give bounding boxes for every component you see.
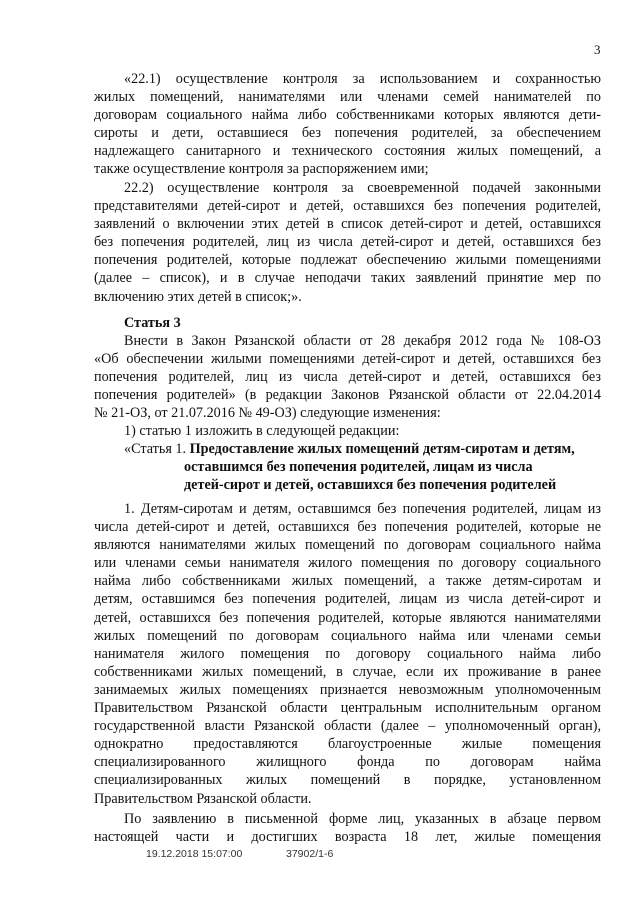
- text-line: представителями детей-сирот и детей, оставшихся без попечения родителей,: [94, 198, 601, 215]
- article-1-title-line: оставшимся без попечения родителей, лицам из числа: [184, 459, 533, 476]
- footer-doc-code: 37902/1-6: [286, 848, 334, 860]
- text-line: однократно предоставляются благоустроенные жилые помещения: [94, 736, 601, 753]
- text-line: (далее – список), и в случае неподачи таких заявлений принятие мер по: [94, 270, 601, 287]
- text-line: Внести в Закон Рязанской области от 28 декабря 2012 года № 108-ОЗ: [124, 333, 601, 349]
- text-line: попечения родителей, которые подлежат обеспечению жилыми помещениями: [94, 252, 601, 269]
- text-line: или членами семьи нанимателя жилого помещения по договору социального: [94, 555, 601, 572]
- text-line: занимаемых жилых помещениях признается невозможным уполномоченным: [94, 681, 601, 698]
- text-line: 22.2) осуществление контроля за своевременной подачей законными: [124, 180, 601, 196]
- text-line: «Об обеспечении жилыми помещениями детей-сирот и детей, оставшихся без: [94, 351, 601, 368]
- text-line: включению этих детей в список;».: [94, 288, 302, 305]
- text-line: надлежащего санитарного и технического состояния жилых помещений, а: [94, 143, 601, 160]
- text-line: без попечения родителей, лиц из числа детей-сирот и детей, оставшихся без: [94, 234, 601, 251]
- footer-timestamp: 19.12.2018 15:07:00: [146, 848, 243, 860]
- text-line: жилых помещений по договорам социального найма или членами семьи: [94, 627, 601, 644]
- text-line: числа детей-сирот и детей, оставшихся без попечения родителей, которые не: [94, 519, 601, 536]
- text-line: попечения родителей» (в редакции Законов Рязанской области от 22.04.2014: [94, 387, 601, 404]
- text-line: «22.1) осуществление контроля за использованием и сохранностью: [124, 71, 601, 87]
- paragraph-22-1: [94, 70, 601, 179]
- text-line: государственной власти Рязанской области (далее – уполномоченный орган),: [94, 718, 601, 735]
- text-line: По заявлению в письменной форме лиц, указанных в абзаце первом: [124, 811, 601, 827]
- text-line: Правительством Рязанской области центральным исполнительным органом: [94, 700, 601, 717]
- text-line: также осуществление контроля за распоряжением ими;: [94, 161, 429, 178]
- article-1-part-1: [94, 500, 601, 808]
- paragraph-22-2: [94, 179, 601, 306]
- text-line: детям, оставшимся без попечения родителей, лицам из числа детей-сирот и: [94, 591, 601, 608]
- article-1-title-line: Предоставление жилых помещений детям-сиротам и детям,: [189, 441, 575, 457]
- article-1-title-line: детей-сирот и детей, оставшихся без попечения родителей: [184, 477, 557, 494]
- article-3-heading: Статья 3: [124, 315, 181, 331]
- text-line: жилых помещений, нанимателями или членами семей нанимателей по: [94, 89, 601, 106]
- page-number: 3: [594, 42, 601, 57]
- text-line: собственниками жилых помещений, в случае, если их проживание в ранее: [94, 663, 601, 680]
- text-line: 1) статью 1 изложить в следующей редакции:: [124, 423, 400, 440]
- text-line: настоящей части и достигших возраста 18 лет, жилые помещения: [94, 829, 601, 846]
- text-line: заявлений о включении этих детей в список детей-сирот и детей, оставшихся: [94, 216, 601, 233]
- text-line: найма либо собственниками жилых помещений, а также детям-сиротам и: [94, 573, 601, 590]
- article-1-part-2: [94, 810, 601, 846]
- text-line: 1. Детям-сиротам и детям, оставшимся без попечения родителей, лицам из: [124, 501, 601, 517]
- article-1-prefix: «Статья 1.: [124, 441, 187, 457]
- text-line: специализированного жилищного фонда по договорам найма: [94, 754, 601, 771]
- text-line: попечения родителей, лиц из числа детей-сирот и детей, оставшихся без: [94, 369, 601, 386]
- text-line: сироты и дети, оставшиеся без попечения родителей, за обеспечением: [94, 125, 601, 142]
- text-line: детей, оставшихся без попечения родителей, которые являются нанимателями: [94, 609, 601, 626]
- text-line: нанимателя жилого помещения по договору социального найма либо: [94, 645, 601, 662]
- text-line: являются нанимателями жилых помещений по договорам социального найма: [94, 537, 601, 554]
- text-line: договорам социального найма либо собственниками которых являются дети-: [94, 107, 601, 124]
- article-3-intro: [94, 332, 601, 441]
- text-line: специализированных жилых помещений в порядке, установленном: [94, 772, 601, 789]
- article-1-title: [94, 440, 601, 494]
- text-line: Правительством Рязанской области.: [94, 790, 312, 807]
- text-line: № 21-ОЗ, от 21.07.2016 № 49-ОЗ) следующие изменения:: [94, 405, 441, 422]
